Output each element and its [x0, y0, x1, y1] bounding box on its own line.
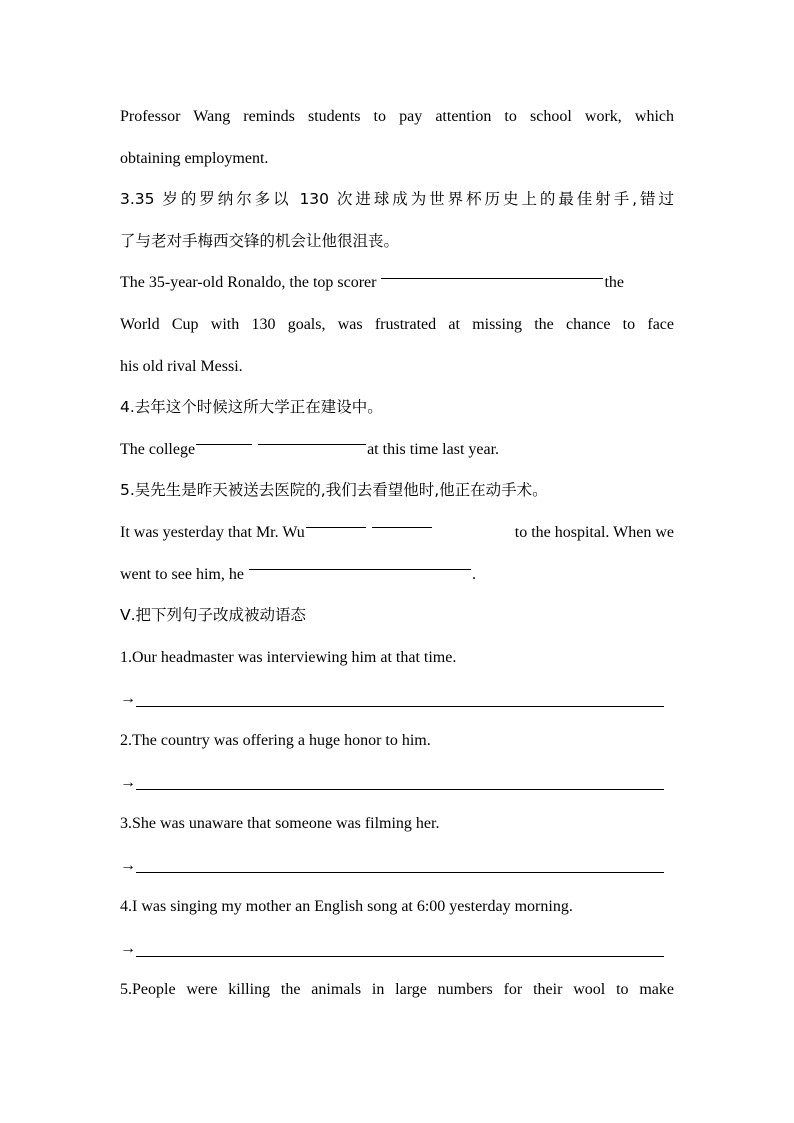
text-line-1: Professor Wang reminds students to pay attention to school work, which	[120, 108, 674, 125]
question-5-english-line-2	[120, 554, 674, 596]
question-3-english-line-3: his old rival Messi.	[120, 357, 243, 375]
question-5-text-before-blank-2: went to see him, he	[120, 565, 248, 583]
question-4-text-after-blank: at this time last year.	[367, 440, 500, 458]
answer-rule[interactable]	[136, 705, 664, 707]
exercise-2-sentence: 2.The country was offering a huge honor to him.	[120, 731, 431, 749]
exercise-1-sentence: 1.Our headmaster was interviewing him at that time.	[120, 648, 457, 666]
question-3-text-after-blank: the	[604, 274, 625, 292]
question-3-chinese-line-1: 3.35 岁的罗纳尔多以 130 次进球成为世界杯历史上的最佳射手,错过	[120, 190, 674, 209]
text-line-2: obtaining employment.	[120, 149, 269, 167]
fill-in-blank[interactable]	[258, 443, 366, 445]
section-title: Ⅴ.把下列句子改成被动语态	[120, 606, 307, 625]
question-4-chinese: 4.去年这个时候这所大学正在建设中。	[120, 398, 383, 417]
question-4-text-before-blank: The college	[120, 440, 196, 458]
answer-rule[interactable]	[136, 788, 664, 790]
question-5-english-line-1	[120, 512, 674, 554]
question-5-text-after-blank: to the hospital. When we	[514, 523, 674, 541]
question-5-chinese: 5.吴先生是昨天被送去医院的,我们去看望他时,他正在动手术。	[120, 481, 548, 500]
question-3-english-line-2: World Cup with 130 goals, was frustrated at missing the chance to face	[120, 315, 674, 333]
question-3-chinese-line-2: 了与老对手梅西交锋的机会让他很沮丧。	[120, 231, 400, 250]
exercise-4-answer-line[interactable]	[120, 928, 674, 970]
exercise-3-answer-line[interactable]	[120, 845, 674, 887]
answer-rule[interactable]	[136, 955, 664, 957]
question-5-text-before-blank: It was yesterday that Mr. Wu	[120, 523, 305, 541]
arrow-icon: →	[120, 773, 136, 791]
document-page	[120, 96, 674, 1011]
exercise-4-sentence: 4.I was singing my mother an English song at 6:00 yesterday morning.	[120, 898, 573, 916]
question-4-english	[120, 429, 674, 471]
question-3-text-before-blank: The 35-year-old Ronaldo, the top scorer	[120, 274, 381, 292]
question-3-english-line-1	[120, 262, 674, 304]
exercise-1-answer-line[interactable]	[120, 678, 674, 720]
exercise-5-sentence: 5.People were killing the animals in large numbers for their wool to make	[120, 981, 674, 999]
arrow-icon: →	[120, 856, 136, 874]
exercise-2-answer-line[interactable]	[120, 762, 674, 804]
exercise-3-sentence: 3.She was unaware that someone was filming her.	[120, 815, 440, 833]
fill-in-blank[interactable]	[306, 526, 366, 528]
fill-in-blank[interactable]	[196, 443, 252, 445]
arrow-icon: →	[120, 939, 136, 957]
fill-in-blank[interactable]	[372, 526, 432, 528]
fill-in-blank[interactable]	[381, 277, 603, 279]
fill-in-blank[interactable]	[249, 568, 471, 570]
answer-rule[interactable]	[136, 871, 664, 873]
question-5-text-end: .	[471, 565, 476, 583]
arrow-icon: →	[120, 690, 136, 708]
